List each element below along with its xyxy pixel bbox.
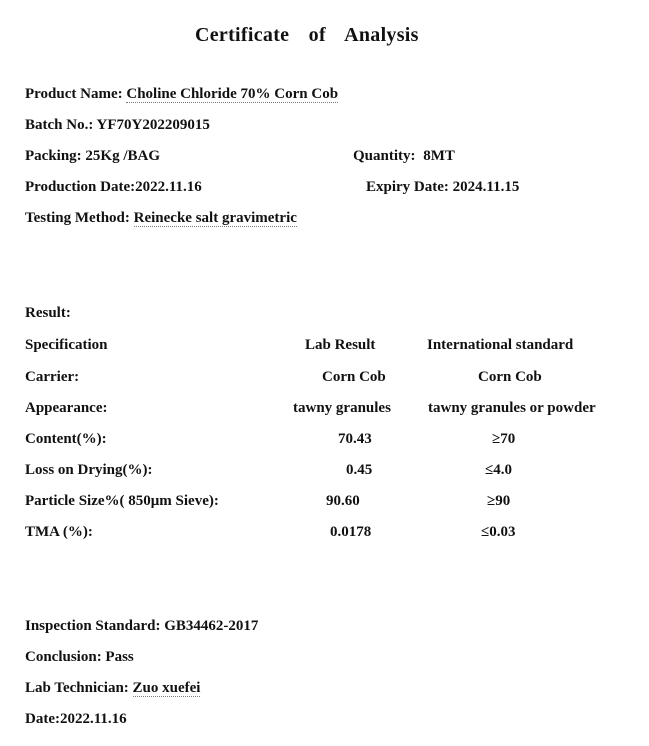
row-lab-result: 70.43 <box>338 431 372 447</box>
document-title: Certificate of Analysis <box>195 24 419 46</box>
row-lab-result: Corn Cob <box>322 369 386 385</box>
row-standard: ≤4.0 <box>485 462 512 478</box>
expiry-date-text: Expiry Date: 2024.11.15 <box>366 179 520 195</box>
row-standard: tawny granules or powder <box>428 400 596 416</box>
quantity-line <box>353 147 455 165</box>
row-spec: TMA (%): <box>25 524 93 540</box>
product-name-value: Choline Chloride 70% Corn Cob <box>126 86 339 102</box>
testing-method-label: Testing Method: <box>25 210 130 226</box>
date-text: Date:2022.11.16 <box>25 711 127 727</box>
row-spec: Carrier: <box>25 369 80 385</box>
testing-method-value: Reinecke salt gravimetric <box>133 210 297 226</box>
row-standard: ≥90 <box>487 493 511 509</box>
lab-technician-value: Zuo xuefei <box>132 680 201 696</box>
batch-label: Batch No.: <box>25 117 94 133</box>
packing-text: Packing: 25Kg /BAG <box>25 148 161 164</box>
row-spec: Appearance: <box>25 400 108 416</box>
row-standard: ≥70 <box>492 431 516 447</box>
batch-value: YF70Y202209015 <box>96 117 210 133</box>
inspection-standard-text: Inspection Standard: GB34462-2017 <box>25 618 259 634</box>
lab-technician-label: Lab Technician: <box>25 680 129 696</box>
row-spec: Content(%): <box>25 431 107 447</box>
header-lab-result: Lab Result <box>305 337 376 353</box>
row-spec: Particle Size%( 850μm Sieve): <box>25 493 219 509</box>
row-lab-result: tawny granules <box>293 400 391 416</box>
testing-method-line <box>25 209 297 227</box>
row-standard: ≤0.03 <box>481 524 516 540</box>
row-lab-result: 0.0178 <box>330 524 372 540</box>
result-label: Result: <box>25 305 71 321</box>
header-specification: Specification <box>25 337 108 353</box>
quantity-label: Quantity: <box>353 148 416 164</box>
row-lab-result: 90.60 <box>326 493 360 509</box>
header-international-standard: International standard <box>427 337 574 353</box>
product-name-line <box>25 85 338 103</box>
production-date-text: Production Date:2022.11.16 <box>25 179 202 195</box>
row-standard: Corn Cob <box>478 369 542 385</box>
lab-technician-line <box>25 679 200 697</box>
row-spec: Loss on Drying(%): <box>25 462 153 478</box>
product-name-label: Product Name: <box>25 86 123 102</box>
row-lab-result: 0.45 <box>346 462 373 478</box>
conclusion-text: Conclusion: Pass <box>25 649 134 665</box>
batch-line <box>25 116 210 134</box>
quantity-value: 8MT <box>423 148 455 164</box>
